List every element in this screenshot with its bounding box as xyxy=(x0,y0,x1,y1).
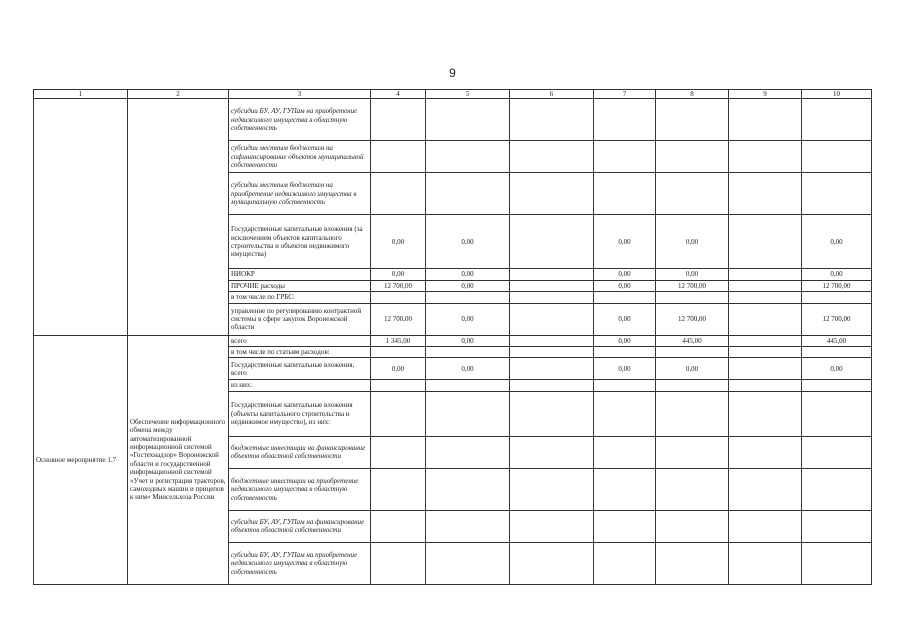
cell-col5 xyxy=(426,468,510,510)
cell-col5 xyxy=(426,99,510,141)
cell-col8 xyxy=(656,468,729,510)
cell-col5: 0,00 xyxy=(426,358,510,380)
cell-col8 xyxy=(656,542,729,584)
cell-col8 xyxy=(656,347,729,358)
row-label: НИОКР xyxy=(229,269,371,280)
cell-col10: 12 700,00 xyxy=(802,303,872,335)
measure-description: Обеспечение информационного обмена между автоматизированной информационной системой «Гостехнадзор» Воронежской области и государственной информационной системой «Учет и регистрация тракторов, самоходных машин и прицепов к ним» Минсельхоза России xyxy=(128,335,229,584)
cell-col6 xyxy=(510,510,594,542)
cell-col8: 12 700,00 xyxy=(656,303,729,335)
measure-name: Основное мероприятие 1.7 xyxy=(34,335,128,584)
cell-col5 xyxy=(426,436,510,468)
row-label: субсидии БУ, АУ, ГУПам на финансирование объектов областной собственности xyxy=(229,510,371,542)
row-label: в том числе по статьям расходов: xyxy=(229,347,371,358)
cell-col4 xyxy=(371,542,426,584)
cell-col4: 12 700,00 xyxy=(371,303,426,335)
cell-col10 xyxy=(802,510,872,542)
column-header: 8 xyxy=(656,90,729,99)
cell-col7: 0,00 xyxy=(594,358,656,380)
cell-col4 xyxy=(371,99,426,141)
cell-col7 xyxy=(594,510,656,542)
cell-col5 xyxy=(426,542,510,584)
cell-col7 xyxy=(594,347,656,358)
cell-col10 xyxy=(802,380,872,391)
cell-col6 xyxy=(510,141,594,173)
header-row xyxy=(34,90,872,99)
table-row xyxy=(34,335,872,346)
cell-col7 xyxy=(594,99,656,141)
cell-col7 xyxy=(594,391,656,436)
cell-col6 xyxy=(510,436,594,468)
cell-col9 xyxy=(729,269,802,280)
cell-col8 xyxy=(656,510,729,542)
cell-col5 xyxy=(426,347,510,358)
cell-col4 xyxy=(371,380,426,391)
cell-col6 xyxy=(510,380,594,391)
row-label: ПРОЧИЕ расходы xyxy=(229,280,371,291)
cell-col5 xyxy=(426,292,510,303)
row-label: бюджетные инвестиции на приобретение недвижимого имущества в областную собственность xyxy=(229,468,371,510)
cell-col6 xyxy=(510,215,594,269)
cell-col4 xyxy=(371,391,426,436)
cell-col10 xyxy=(802,141,872,173)
cell-col8 xyxy=(656,391,729,436)
row-label: субсидии местным бюджетам на приобретение недвижимого имущества в муниципальную собственность xyxy=(229,173,371,215)
column-header: 6 xyxy=(510,90,594,99)
cell-col8 xyxy=(656,436,729,468)
cell-col6 xyxy=(510,542,594,584)
cell-col6 xyxy=(510,280,594,291)
cell-col5 xyxy=(426,141,510,173)
cell-col10 xyxy=(802,347,872,358)
row-label: Государственные капитальные вложения (за исключением объектов капитального строительства и объектов недвижимого имущества) xyxy=(229,215,371,269)
cell-col4 xyxy=(371,468,426,510)
cell-col6 xyxy=(510,173,594,215)
table-row xyxy=(34,99,872,141)
cell-col10 xyxy=(802,99,872,141)
cell-col9 xyxy=(729,215,802,269)
cell-col5: 0,00 xyxy=(426,269,510,280)
cell-col7 xyxy=(594,542,656,584)
cell-col4 xyxy=(371,173,426,215)
row-label: из них: xyxy=(229,380,371,391)
cell-col8: 0,00 xyxy=(656,358,729,380)
column-header: 1 xyxy=(34,90,128,99)
cell-col10 xyxy=(802,468,872,510)
row-label: управление по регулированию контрактной системы в сфере закупок Воронежской области xyxy=(229,303,371,335)
cell-col9 xyxy=(729,380,802,391)
column-header: 3 xyxy=(229,90,371,99)
cell-col4 xyxy=(371,436,426,468)
cell-col9 xyxy=(729,303,802,335)
cell-col8 xyxy=(656,173,729,215)
cell-col7: 0,00 xyxy=(594,215,656,269)
cell-col4: 0,00 xyxy=(371,269,426,280)
cell-col7 xyxy=(594,141,656,173)
cell-col10: 0,00 xyxy=(802,269,872,280)
cell-col6 xyxy=(510,347,594,358)
cell-col6 xyxy=(510,303,594,335)
cell-col8 xyxy=(656,380,729,391)
cell-col9 xyxy=(729,292,802,303)
column-header: 9 xyxy=(729,90,802,99)
cell-col10 xyxy=(802,436,872,468)
row-label: субсидии БУ, АУ, ГУПам на приобретение недвижимого имущества в областную собственность xyxy=(229,542,371,584)
cell-col5 xyxy=(426,391,510,436)
column-header: 5 xyxy=(426,90,510,99)
cell-col6 xyxy=(510,391,594,436)
cell-col5: 0,00 xyxy=(426,215,510,269)
cell-col6 xyxy=(510,269,594,280)
row-label: субсидии местным бюджетам на софинансирование объектов муниципальной собственности xyxy=(229,141,371,173)
cell-col7: 0,00 xyxy=(594,303,656,335)
cell-col9 xyxy=(729,358,802,380)
cell-col9 xyxy=(729,141,802,173)
cell-col7 xyxy=(594,173,656,215)
cell-col10 xyxy=(802,173,872,215)
cell-col9 xyxy=(729,335,802,346)
cell-col4: 12 700,00 xyxy=(371,280,426,291)
cell-col5: 0,00 xyxy=(426,303,510,335)
row-label: Государственные капитальные вложения, всего xyxy=(229,358,371,380)
cell-col7 xyxy=(594,436,656,468)
block1-col1 xyxy=(34,99,128,335)
cell-col8 xyxy=(656,292,729,303)
cell-col9 xyxy=(729,99,802,141)
cell-col9 xyxy=(729,347,802,358)
cell-col10: 445,00 xyxy=(802,335,872,346)
cell-col4 xyxy=(371,347,426,358)
block1-col2 xyxy=(128,99,229,335)
cell-col9 xyxy=(729,510,802,542)
cell-col8 xyxy=(656,99,729,141)
row-label: Государственные капитальные вложения (объекты капитального строительства и недвижимое имущество), из них: xyxy=(229,391,371,436)
cell-col8: 445,00 xyxy=(656,335,729,346)
cell-col8 xyxy=(656,141,729,173)
cell-col4: 0,00 xyxy=(371,358,426,380)
column-header: 2 xyxy=(128,90,229,99)
cell-col10 xyxy=(802,391,872,436)
column-header: 4 xyxy=(371,90,426,99)
row-label: в том числе по ГРБС: xyxy=(229,292,371,303)
cell-col6 xyxy=(510,99,594,141)
cell-col8: 0,00 xyxy=(656,215,729,269)
cell-col4: 0,00 xyxy=(371,215,426,269)
cell-col9 xyxy=(729,173,802,215)
budget-table xyxy=(33,89,872,585)
cell-col7: 0,00 xyxy=(594,335,656,346)
cell-col5 xyxy=(426,380,510,391)
cell-col10: 0,00 xyxy=(802,215,872,269)
cell-col7: 0,00 xyxy=(594,280,656,291)
row-label: субсидии БУ, АУ, ГУПам на приобретение недвижимого имущества в областную собственность xyxy=(229,99,371,141)
page-number: 9 xyxy=(449,66,456,80)
column-header: 7 xyxy=(594,90,656,99)
cell-col5: 0,00 xyxy=(426,280,510,291)
cell-col5: 0,00 xyxy=(426,335,510,346)
row-label: бюджетные инвестиции на финансирование объектов областной собственности xyxy=(229,436,371,468)
cell-col9 xyxy=(729,542,802,584)
cell-col7 xyxy=(594,468,656,510)
cell-col10: 12 700,00 xyxy=(802,280,872,291)
cell-col6 xyxy=(510,468,594,510)
cell-col9 xyxy=(729,436,802,468)
cell-col5 xyxy=(426,510,510,542)
cell-col6 xyxy=(510,358,594,380)
cell-col10 xyxy=(802,542,872,584)
cell-col4 xyxy=(371,292,426,303)
cell-col6 xyxy=(510,292,594,303)
row-label: всего xyxy=(229,335,371,346)
column-header: 10 xyxy=(802,90,872,99)
cell-col9 xyxy=(729,468,802,510)
cell-col9 xyxy=(729,391,802,436)
cell-col4: 1 345,00 xyxy=(371,335,426,346)
cell-col6 xyxy=(510,335,594,346)
cell-col5 xyxy=(426,173,510,215)
cell-col4 xyxy=(371,141,426,173)
cell-col10 xyxy=(802,292,872,303)
cell-col7 xyxy=(594,292,656,303)
cell-col7: 0,00 xyxy=(594,269,656,280)
cell-col8: 12 700,00 xyxy=(656,280,729,291)
cell-col10: 0,00 xyxy=(802,358,872,380)
cell-col8: 0,00 xyxy=(656,269,729,280)
cell-col4 xyxy=(371,510,426,542)
cell-col9 xyxy=(729,280,802,291)
cell-col7 xyxy=(594,380,656,391)
